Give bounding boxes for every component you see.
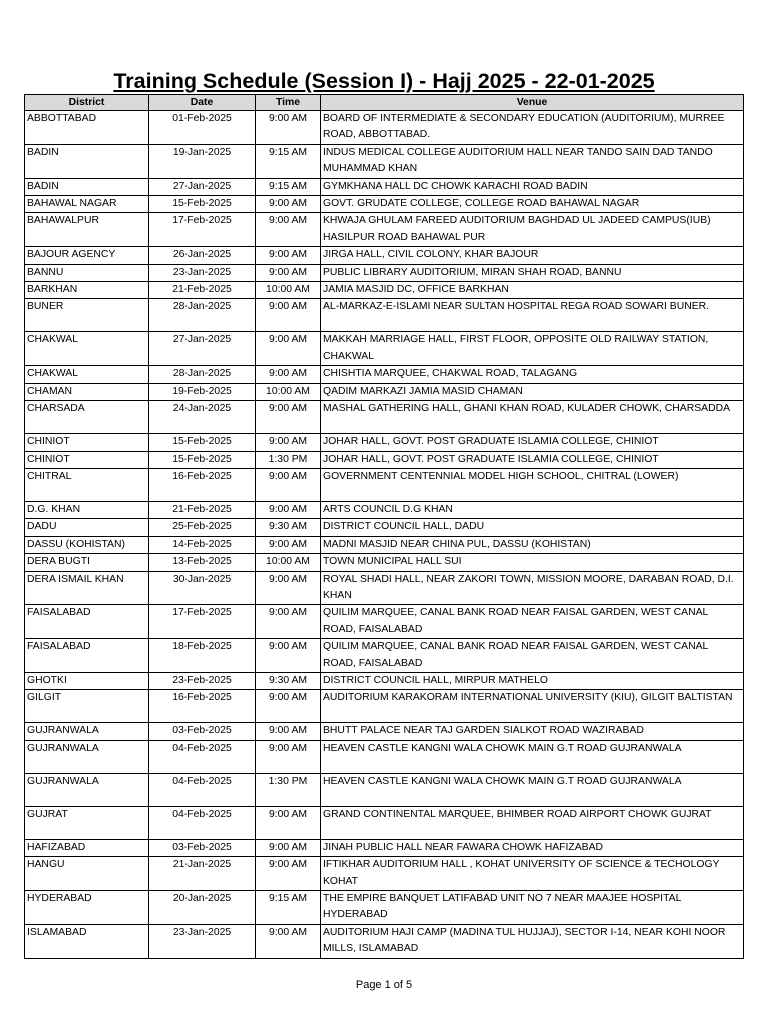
table-row <box>25 536 744 553</box>
date-cell: 15-Feb-2025 <box>149 196 256 213</box>
date-cell: 19-Feb-2025 <box>149 383 256 400</box>
venue-cell: DISTRICT COUNCIL HALL, MIRPUR MATHELO <box>321 672 744 689</box>
time-cell: 9:30 AM <box>256 672 321 689</box>
date-cell: 04-Feb-2025 <box>149 806 256 839</box>
district-cell: GUJRANWALA <box>25 723 149 740</box>
table-row <box>25 468 744 501</box>
time-cell: 9:00 AM <box>256 723 321 740</box>
time-cell: 9:00 AM <box>256 806 321 839</box>
date-cell: 23-Feb-2025 <box>149 672 256 689</box>
table-row <box>25 247 744 264</box>
date-cell: 13-Feb-2025 <box>149 554 256 571</box>
venue-cell: BHUTT PALACE NEAR TAJ GARDEN SIALKOT ROAD WAZIRABAD <box>321 723 744 740</box>
table-row <box>25 690 744 723</box>
page-title: Training Schedule (Session I) - Hajj 2025 - 22-01-2025 <box>113 69 655 93</box>
column-header-venue: Venue <box>321 95 744 111</box>
district-cell: BADIN <box>25 178 149 195</box>
table-row <box>25 501 744 518</box>
table-row <box>25 857 744 891</box>
table-row <box>25 299 744 332</box>
district-cell: BANNU <box>25 264 149 281</box>
table-row <box>25 924 744 958</box>
district-cell: GUJRAT <box>25 806 149 839</box>
table-row <box>25 806 744 839</box>
table-row <box>25 519 744 536</box>
time-cell: 10:00 AM <box>256 554 321 571</box>
venue-cell: DISTRICT COUNCIL HALL, DADU <box>321 519 744 536</box>
venue-cell: JINAH PUBLIC HALL NEAR FAWARA CHOWK HAFIZABAD <box>321 839 744 856</box>
time-cell: 9:00 AM <box>256 468 321 501</box>
venue-cell: ARTS COUNCIL D.G KHAN <box>321 501 744 518</box>
time-cell: 9:00 AM <box>256 366 321 383</box>
table-row <box>25 891 744 925</box>
table-row <box>25 434 744 451</box>
time-cell: 1:30 PM <box>256 773 321 806</box>
time-cell: 9:00 AM <box>256 639 321 673</box>
time-cell: 9:15 AM <box>256 178 321 195</box>
table-row <box>25 383 744 400</box>
venue-cell: AUDITORIUM HAJI CAMP (MADINA TUL HUJJAJ), SECTOR I-14, NEAR KOHI NOOR MILLS, ISLAMABAD <box>321 924 744 958</box>
venue-cell: CHISHTIA MARQUEE, CHAKWAL ROAD, TALAGANG <box>321 366 744 383</box>
venue-cell: GYMKHANA HALL DC CHOWK KARACHI ROAD BADIN <box>321 178 744 195</box>
date-cell: 04-Feb-2025 <box>149 773 256 806</box>
column-header-date: Date <box>149 95 256 111</box>
date-cell: 28-Jan-2025 <box>149 299 256 332</box>
table-row <box>25 213 744 247</box>
venue-cell: JOHAR HALL, GOVT. POST GRADUATE ISLAMIA COLLEGE, CHINIOT <box>321 451 744 468</box>
time-cell: 9:00 AM <box>256 690 321 723</box>
district-cell: CHINIOT <box>25 451 149 468</box>
date-cell: 14-Feb-2025 <box>149 536 256 553</box>
date-cell: 16-Feb-2025 <box>149 468 256 501</box>
table-row <box>25 723 744 740</box>
time-cell: 9:15 AM <box>256 144 321 178</box>
venue-cell: MASHAL GATHERING HALL, GHANI KHAN ROAD, KULADER CHOWK, CHARSADDA <box>321 401 744 434</box>
district-cell: FAISALABAD <box>25 605 149 639</box>
table-row <box>25 451 744 468</box>
district-cell: DERA ISMAIL KHAN <box>25 571 149 605</box>
date-cell: 17-Feb-2025 <box>149 213 256 247</box>
table-row <box>25 366 744 383</box>
date-cell: 17-Feb-2025 <box>149 605 256 639</box>
table-row <box>25 332 744 366</box>
table-header-row <box>25 95 744 111</box>
district-cell: BAHAWALPUR <box>25 213 149 247</box>
date-cell: 16-Feb-2025 <box>149 690 256 723</box>
column-header-district: District <box>25 95 149 111</box>
district-cell: D.G. KHAN <box>25 501 149 518</box>
district-cell: HYDERABAD <box>25 891 149 925</box>
date-cell: 28-Jan-2025 <box>149 366 256 383</box>
district-cell: GILGIT <box>25 690 149 723</box>
district-cell: CHAKWAL <box>25 366 149 383</box>
district-cell: CHAKWAL <box>25 332 149 366</box>
date-cell: 19-Jan-2025 <box>149 144 256 178</box>
time-cell: 9:00 AM <box>256 247 321 264</box>
venue-cell: AUDITORIUM KARAKORAM INTERNATIONAL UNIVERSITY (KIU), GILGIT BALTISTAN <box>321 690 744 723</box>
district-cell: ABBOTTABAD <box>25 111 149 145</box>
time-cell: 9:00 AM <box>256 501 321 518</box>
table-row <box>25 639 744 673</box>
column-header-time: Time <box>256 95 321 111</box>
date-cell: 21-Jan-2025 <box>149 857 256 891</box>
venue-cell: QADIM MARKAZI JAMIA MASID CHAMAN <box>321 383 744 400</box>
time-cell: 9:30 AM <box>256 519 321 536</box>
table-row <box>25 740 744 773</box>
table-body <box>25 111 744 959</box>
date-cell: 27-Jan-2025 <box>149 178 256 195</box>
venue-cell: THE EMPIRE BANQUET LATIFABAD UNIT NO 7 NEAR MAAJEE HOSPITAL HYDERABAD <box>321 891 744 925</box>
date-cell: 03-Feb-2025 <box>149 839 256 856</box>
date-cell: 20-Jan-2025 <box>149 891 256 925</box>
time-cell: 9:00 AM <box>256 196 321 213</box>
venue-cell: MAKKAH MARRIAGE HALL, FIRST FLOOR, OPPOSITE OLD RAILWAY STATION, CHAKWAL <box>321 332 744 366</box>
time-cell: 9:00 AM <box>256 332 321 366</box>
date-cell: 03-Feb-2025 <box>149 723 256 740</box>
venue-cell: JAMIA MASJID DC, OFFICE BARKHAN <box>321 282 744 299</box>
time-cell: 9:00 AM <box>256 299 321 332</box>
venue-cell: QUILIM MARQUEE, CANAL BANK ROAD NEAR FAISAL GARDEN, WEST CANAL ROAD, FAISALABAD <box>321 605 744 639</box>
table-row <box>25 672 744 689</box>
training-schedule-table <box>24 94 744 959</box>
district-cell: CHAMAN <box>25 383 149 400</box>
district-cell: CHITRAL <box>25 468 149 501</box>
district-cell: BADIN <box>25 144 149 178</box>
venue-cell: ROYAL SHADI HALL, NEAR ZAKORI TOWN, MISSION MOORE, DARABAN ROAD, D.I. KHAN <box>321 571 744 605</box>
venue-cell: QUILIM MARQUEE, CANAL BANK ROAD NEAR FAISAL GARDEN, WEST CANAL ROAD, FAISALABAD <box>321 639 744 673</box>
time-cell: 9:00 AM <box>256 536 321 553</box>
table-row <box>25 111 744 145</box>
district-cell: GHOTKI <box>25 672 149 689</box>
venue-cell: JOHAR HALL, GOVT. POST GRADUATE ISLAMIA COLLEGE, CHINIOT <box>321 434 744 451</box>
venue-cell: GRAND CONTINENTAL MARQUEE, BHIMBER ROAD AIRPORT CHOWK GUJRAT <box>321 806 744 839</box>
date-cell: 24-Jan-2025 <box>149 401 256 434</box>
venue-cell: JIRGA HALL, CIVIL COLONY, KHAR BAJOUR <box>321 247 744 264</box>
district-cell: GUJRANWALA <box>25 740 149 773</box>
page-number: Page 1 of 5 <box>355 979 413 991</box>
time-cell: 9:00 AM <box>256 740 321 773</box>
time-cell: 9:00 AM <box>256 213 321 247</box>
date-cell: 21-Feb-2025 <box>149 282 256 299</box>
table-row <box>25 178 744 195</box>
time-cell: 9:00 AM <box>256 857 321 891</box>
table-row <box>25 605 744 639</box>
table-row <box>25 401 744 434</box>
table-row <box>25 839 744 856</box>
venue-cell: INDUS MEDICAL COLLEGE AUDITORIUM HALL NEAR TANDO SAIN DAD TANDO MUHAMMAD KHAN <box>321 144 744 178</box>
time-cell: 9:00 AM <box>256 924 321 958</box>
time-cell: 9:00 AM <box>256 401 321 434</box>
venue-cell: HEAVEN CASTLE KANGNI WALA CHOWK MAIN G.T ROAD GUJRANWALA <box>321 773 744 806</box>
venue-cell: HEAVEN CASTLE KANGNI WALA CHOWK MAIN G.T ROAD GUJRANWALA <box>321 740 744 773</box>
venue-cell: KHWAJA GHULAM FAREED AUDITORIUM BAGHDAD UL JADEED CAMPUS(IUB) HASILPUR ROAD BAHAWAL PUR <box>321 213 744 247</box>
time-cell: 9:00 AM <box>256 605 321 639</box>
venue-cell: IFTIKHAR AUDITORIUM HALL , KOHAT UNIVERSITY OF SCIENCE & TECHOLOGY KOHAT <box>321 857 744 891</box>
venue-cell: GOVERNMENT CENTENNIAL MODEL HIGH SCHOOL, CHITRAL (LOWER) <box>321 468 744 501</box>
date-cell: 23-Jan-2025 <box>149 924 256 958</box>
district-cell: BAHAWAL NAGAR <box>25 196 149 213</box>
district-cell: GUJRANWALA <box>25 773 149 806</box>
district-cell: DADU <box>25 519 149 536</box>
time-cell: 10:00 AM <box>256 282 321 299</box>
table-row <box>25 196 744 213</box>
time-cell: 10:00 AM <box>256 383 321 400</box>
district-cell: ISLAMABAD <box>25 924 149 958</box>
date-cell: 04-Feb-2025 <box>149 740 256 773</box>
time-cell: 9:00 AM <box>256 571 321 605</box>
district-cell: HANGU <box>25 857 149 891</box>
table-row <box>25 264 744 281</box>
time-cell: 9:00 AM <box>256 264 321 281</box>
district-cell: HAFIZABAD <box>25 839 149 856</box>
date-cell: 18-Feb-2025 <box>149 639 256 673</box>
date-cell: 01-Feb-2025 <box>149 111 256 145</box>
district-cell: CHINIOT <box>25 434 149 451</box>
date-cell: 15-Feb-2025 <box>149 451 256 468</box>
date-cell: 26-Jan-2025 <box>149 247 256 264</box>
date-cell: 30-Jan-2025 <box>149 571 256 605</box>
table-row <box>25 773 744 806</box>
date-cell: 27-Jan-2025 <box>149 332 256 366</box>
table-row <box>25 554 744 571</box>
venue-cell: TOWN MUNICIPAL HALL SUI <box>321 554 744 571</box>
district-cell: CHARSADA <box>25 401 149 434</box>
district-cell: BAJOUR AGENCY <box>25 247 149 264</box>
time-cell: 9:00 AM <box>256 434 321 451</box>
time-cell: 9:00 AM <box>256 839 321 856</box>
district-cell: BUNER <box>25 299 149 332</box>
table-row <box>25 144 744 178</box>
time-cell: 1:30 PM <box>256 451 321 468</box>
table-row <box>25 571 744 605</box>
time-cell: 9:15 AM <box>256 891 321 925</box>
date-cell: 23-Jan-2025 <box>149 264 256 281</box>
time-cell: 9:00 AM <box>256 111 321 145</box>
date-cell: 25-Feb-2025 <box>149 519 256 536</box>
district-cell: FAISALABAD <box>25 639 149 673</box>
district-cell: DERA BUGTI <box>25 554 149 571</box>
table-row <box>25 282 744 299</box>
venue-cell: AL-MARKAZ-E-ISLAMI NEAR SULTAN HOSPITAL REGA ROAD SOWARI BUNER. <box>321 299 744 332</box>
venue-cell: BOARD OF INTERMEDIATE & SECONDARY EDUCATION (AUDITORIUM), MURREE ROAD, ABBOTTABAD. <box>321 111 744 145</box>
venue-cell: MADNI MASJID NEAR CHINA PUL, DASSU (KOHISTAN) <box>321 536 744 553</box>
district-cell: DASSU (KOHISTAN) <box>25 536 149 553</box>
venue-cell: PUBLIC LIBRARY AUDITORIUM, MIRAN SHAH ROAD, BANNU <box>321 264 744 281</box>
venue-cell: GOVT. GRUDATE COLLEGE, COLLEGE ROAD BAHAWAL NAGAR <box>321 196 744 213</box>
district-cell: BARKHAN <box>25 282 149 299</box>
date-cell: 15-Feb-2025 <box>149 434 256 451</box>
date-cell: 21-Feb-2025 <box>149 501 256 518</box>
